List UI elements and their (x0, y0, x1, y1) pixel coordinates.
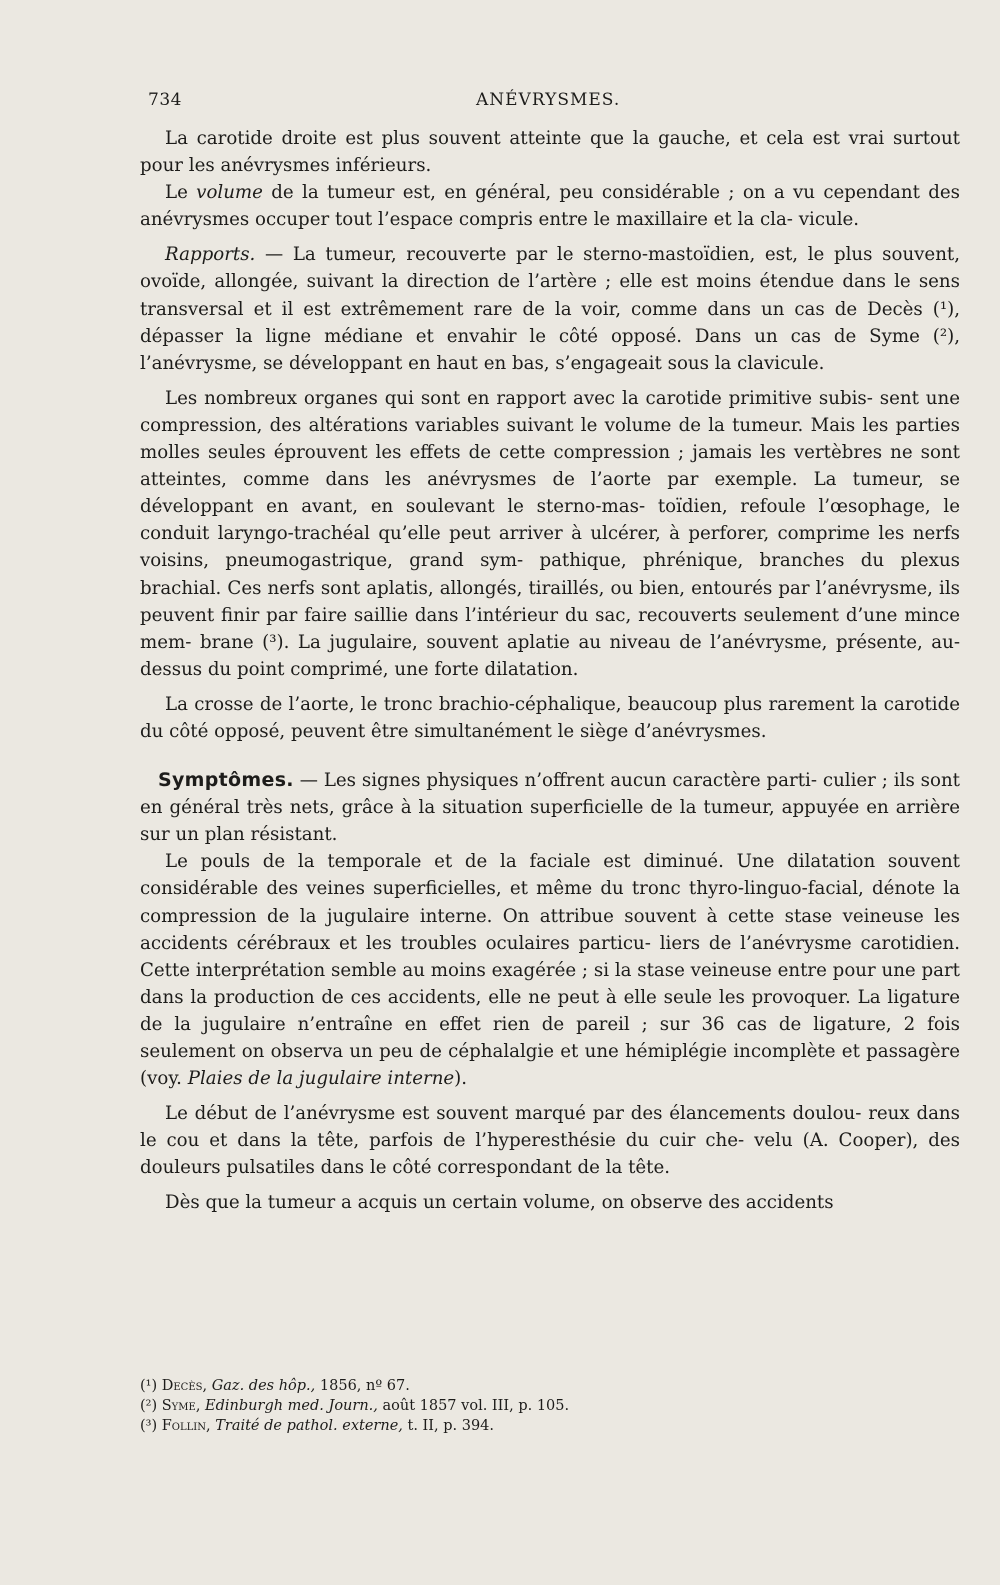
running-header (148, 90, 958, 116)
footnote: (²) Syme, Edinburgh med. Journ., août 1857 vol. III, p. 105. (140, 1398, 570, 1414)
footnotes (140, 1376, 840, 1436)
paragraph: Le pouls de la temporale et de la faciale est diminué. Une dilatation souvent considérable des veines superficielles, et même du tronc thyro-linguo-facial, dénote la compression de la jugulaire interne. On attribue souvent à cette stase veineuse les accidents cérébraux et les troubles oculaires particu- liers de l’anévrysme carotidien. Cette interprétation semble au moins exagérée ; si la stase veineuse entre pour une part dans la production de ces accidents, elle ne peut à elle seule les provoquer. La ligature de la jugulaire n’entraîne en effet rien de pareil ; sur 36 cas de ligature, 2 fois seulement on observa un peu de céphalalgie et une hémiplégie incomplète et passagère (voy. Plaies de la jugulaire interne). (140, 851, 961, 1090)
footnote: (¹) Decès, Gaz. des hôp., 1856, nº 67. (140, 1378, 410, 1394)
paragraph: Les nombreux organes qui sont en rapport avec la carotide primitive subis- sent une compression, des altérations variables suivant le volume de la tumeur. Mais les parties molles seules éprouvent les effets de cette compression ; jamais les vertèbres ne sont atteintes, comme dans les anévrysmes de l’aorte par exemple. La tumeur, se développant en avant, en soulevant le sterno-mas- toïdien, refoule l’œsophage, le conduit laryngo-trachéal qu’elle peut arriver à ulcérer, à perforer, comprime les nerfs voisins, pneumogastrique, grand sym- pathique, phrénique, branches du plexus brachial. Ces nerfs sont aplatis, allongés, tiraillés, ou bien, entourés par l’anévrysme, ils peuvent finir par faire saillie dans l’intérieur du sac, recouverts seulement d’une mince mem- brane (³). La jugulaire, souvent aplatie au niveau de l’anévrysme, présente, au-dessus du point comprimé, une forte dilatation. (140, 387, 960, 680)
footnote: (³) Follin, Traité de pathol. externe, t. II, p. 394. (140, 1418, 495, 1434)
section-heading: Symptômes. (158, 769, 294, 792)
running-title: ANÉVRYSMES. (476, 90, 621, 110)
paragraph: La carotide droite est plus souvent atteinte que la gauche, et cela est vrai surtout pour les anévrysmes inférieurs. (140, 128, 960, 177)
main-text (140, 125, 960, 1217)
paragraph: La crosse de l’aorte, le tronc brachio-céphalique, beaucoup plus rarement la carotide du côté opposé, peuvent être simultanément le siège d’anévrysmes. (140, 693, 960, 742)
paragraph: Le volume de la tumeur est, en général, peu considérable ; on a vu cependant des anévrysmes occuper tout l’espace compris entre le maxillaire et la cla- vicule. (140, 182, 960, 231)
paragraph: Le début de l’anévrysme est souvent marqué par des élancements doulou- reux dans le cou et dans la tête, parfois de l’hyperesthésie du cuir che- velu (A. Cooper), des douleurs pulsatiles dans le côté correspondant de la tête. (140, 1103, 960, 1179)
paragraph: Dès que la tumeur a acquis un certain volume, on observe des accidents (165, 1192, 834, 1214)
paragraph: Symptômes. — Les signes physiques n’offrent aucun caractère parti- culier ; ils sont en général très nets, grâce à la situation superficielle de la tumeur, appuyée en arrière sur un plan résistant. (140, 769, 960, 846)
page-number: 734 (148, 90, 182, 110)
paragraph: Rapports. — La tumeur, recouverte par le sterno-mastoïdien, est, le plus souvent, ovoïde, allongée, suivant la direction de l’artère ; elle est moins étendue dans le sens transversal et il est extrêmement rare de la voir, comme dans un cas de Decès (¹), dépasser la ligne médiane et envahir le côté opposé. Dans un cas de Syme (²), l’anévrysme, se développant en haut en bas, s’engageait sous la clavicule. (140, 244, 960, 374)
